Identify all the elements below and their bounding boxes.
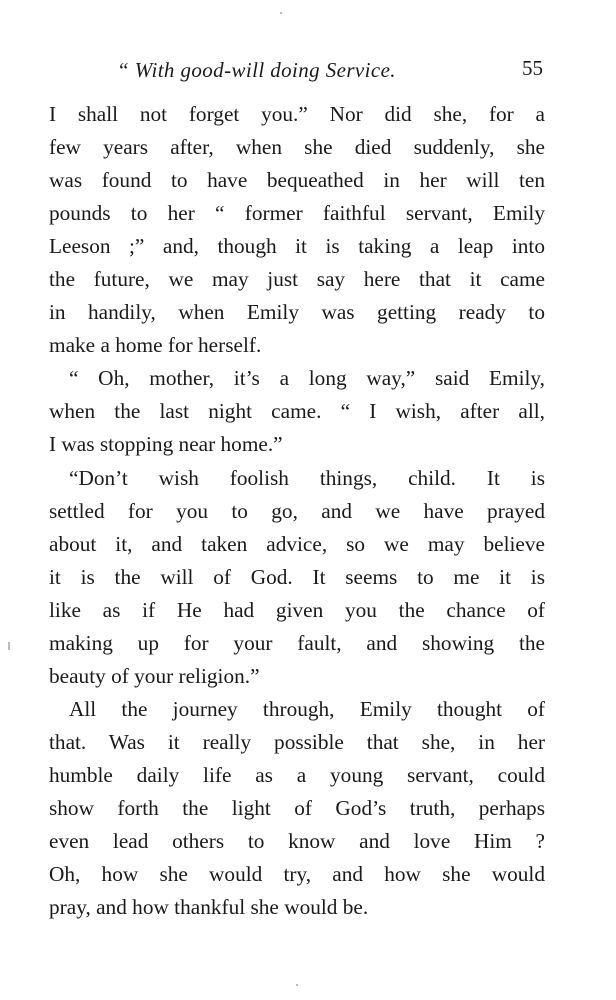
text-line: beauty of your religion.” [49,663,260,688]
text-line: was found to have bequeathed in her will ten [49,168,545,193]
text-line: few years after, when she died suddenly, she [49,135,545,160]
text-line: “ Oh, mother, it’s a long way,” said Emily, [69,366,545,391]
text-line: Oh, how she would try, and how she would [49,862,545,887]
page-number: 55 [522,56,543,80]
text-line: in handily, when Emily was getting ready to [49,300,545,325]
text-line: show forth the light of God’s truth, perhaps [49,795,545,820]
text-line: make a home for herself. [49,333,262,358]
text-line: Leeson ;” and, though it is taking a leap into [49,234,545,259]
text-line: All the journey through, Emily thought of [69,696,545,721]
text-line: I shall not forget you.” Nor did she, for a [49,102,545,126]
text-line: the future, we may just say here that it came [49,267,545,292]
running-title: “ With good-will doing Service. [117,58,396,82]
text-line: settled for you to go, and we have prayed [49,498,545,523]
text-line: it is the will of God. It seems to me it is [49,564,545,589]
paragraph-1 [49,98,545,362]
paragraph-3 [49,462,545,693]
paragraph-4 [49,693,545,924]
text-line: I was stopping near home.” [49,432,283,457]
text-line: pounds to her “ former faithful servant, Emily [49,201,545,226]
text-line: humble daily life as a young servant, could [49,762,545,787]
text-line: when the last night came. “ I wish, after all, [49,399,545,424]
paper-speck [280,12,282,14]
paper-speck [8,642,10,650]
text-line: “Don’t wish foolish things, child. It is [69,465,545,490]
paragraph-2 [49,362,545,461]
body-text [49,98,545,924]
text-line: about it, and taken advice, so we may believe [49,531,545,556]
paper-speck [296,984,298,986]
text-line: even lead others to know and love Him ? [49,829,545,854]
text-line: that. Was it really possible that she, in her [49,729,545,754]
text-line: making up for your fault, and showing the [49,630,545,655]
text-line: like as if He had given you the chance of [49,597,545,622]
text-line: pray, and how thankful she would be. [49,895,369,920]
running-head [0,56,616,88]
